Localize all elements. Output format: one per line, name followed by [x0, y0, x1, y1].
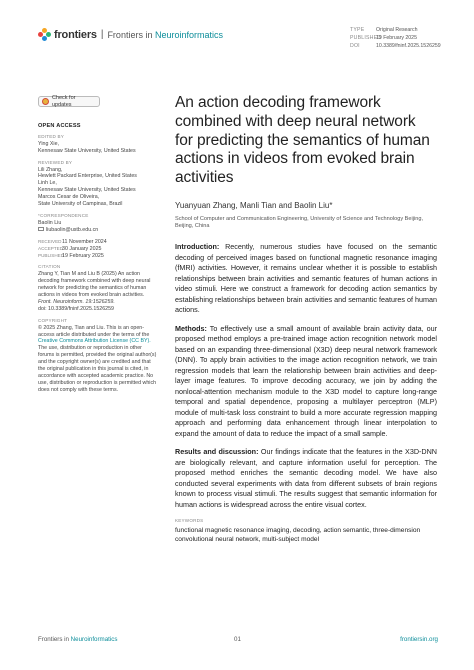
- email-icon: [38, 227, 44, 231]
- reviewed-by: REVIEWED BY Lili Zhang, Hewlett Packard Enterprise, United States Linh Le, Kennesaw State University, United States Marcos Cesar de Oliveira, State University of Campinas, Brazil: [38, 159, 137, 208]
- abstract-introduction: Introduction: Recently, numerous studies have focused on the semantic decoding of perceived images based on functional magnetic resonance imaging (fMRI) activities. However, it remains unclear whether it is possible to establish relationships between brain activities and semantic features of human actions in video stimuli. Here we construct a framework for decoding action semantics by establishing relationships between brain activities and semantic features of human actions.: [175, 242, 437, 315]
- brand-separator: |: [100, 29, 104, 40]
- article-title: An action decoding framework combined with deep neural network for predicting the semantics of human actions in videos from evoked brain activities: [175, 94, 430, 187]
- article-meta: TYPE Original Research PUBLISHED19 February 2025 DOI 10.3389/fninf.2025.1526259: [350, 27, 441, 49]
- copyright: COPYRIGHT © 2025 Zhang, Tian and Liu. This is an open-access article distributed under the terms of the Creative Commons Attribution License (CC BY). The use, distribution or reproduction in other forums is permitted, provided the original author(s) and the copyright owner(s) are credited and that the original publication in this journal is cited, in accordance with accepted academic practice. No use, distribution or reproduction is permitted which does not comply with these terms.: [38, 317, 157, 393]
- correspondence: *CORRESPONDENCE Baolin Liu liubaolin@ustb.edu.cn: [38, 213, 158, 234]
- affiliation: School of Computer and Communication Engineering, University of Science and Technology Beijing, Beijing, China: [175, 215, 424, 230]
- brand-name: frontiers: [54, 28, 97, 41]
- article-sidebar: [38, 96, 158, 399]
- abstract: [175, 242, 437, 510]
- citation: CITATION Zhang Y, Tian M and Liu B (2025) An action decoding framework combined with deep neural network for predicting the semantics of human actions in videos from evoked brain activities. Front. Neuroinform. 19:1526259. doi: 10.3389/fninf.2025.1526259: [38, 264, 151, 312]
- page-header: [38, 26, 441, 58]
- journal-name[interactable]: Frontiers in Neuroinformatics: [107, 29, 223, 40]
- footer-journal[interactable]: Frontiers in Neuroinformatics: [38, 636, 118, 643]
- doi-link[interactable]: 10.3389/fninf.2025.1526259: [376, 43, 441, 49]
- correspondence-email[interactable]: liubaolin@ustb.edu.cn: [38, 227, 158, 234]
- abstract-results: Results and discussion: Our findings indicate that the features in the X3D-DNN are biologically relevant, and capture information useful for perception. The proposed method enriches the semantic decoding model. We have also conducted several experiments with data from different subsets of brain regions known to process visual stimuli. The results suggest that semantic information for human actions is widespread across the entire visual cortex.: [175, 447, 437, 509]
- site-link[interactable]: frontiersin.org: [400, 636, 438, 643]
- article-main: [175, 94, 437, 544]
- frontiers-logo[interactable]: [38, 28, 223, 41]
- author-list: Yuanyuan Zhang, Manli Tian and Baolin Liu*: [175, 200, 333, 210]
- dates: RECEIVED11 November 2024 ACCEPTED30 January 2025 PUBLISHED19 February 2025: [38, 238, 107, 259]
- edited-by: EDITED BY Ying Xie, Kennesaw State University, United States: [38, 133, 136, 154]
- page-number: 01: [234, 636, 241, 643]
- open-access-label: OPEN ACCESS: [38, 123, 81, 129]
- cc-license-link[interactable]: Creative Commons Attribution License (CC BY).: [38, 338, 151, 345]
- check-updates-icon: [42, 98, 49, 105]
- check-for-updates-button[interactable]: Check for updates: [38, 96, 100, 107]
- abstract-methods: Methods: To effectively use a small amount of available brain activity data, our proposed method employs a pre-trained image action recognition network model based on an expanding three-dimensional (X3D) deep neural network framework (DNN). To apply brain activities to the image action recognition network, we train regression models that learn the relationship between brain activities and deep-layer image features. To improve decoding accuracy, we join by adding the nonlocal-attention mechanism module to the X3D model to capture long-range temporal and spatial dependence, proposing a multilayer perceptron (MLP) module of multi-task loss constraint to build a more accurate regression mapping approach and performing data enhancement through linear interpolation to expand the amount of data to reduce the impact of a small sample.: [175, 323, 437, 438]
- keywords: functional magnetic resonance imaging, decoding, action semantic, three-dimension convolutional neural network, multi-subject model: [175, 527, 421, 544]
- keywords-label: KEYWORDS: [175, 518, 204, 524]
- frontiers-logo-icon: [38, 28, 51, 41]
